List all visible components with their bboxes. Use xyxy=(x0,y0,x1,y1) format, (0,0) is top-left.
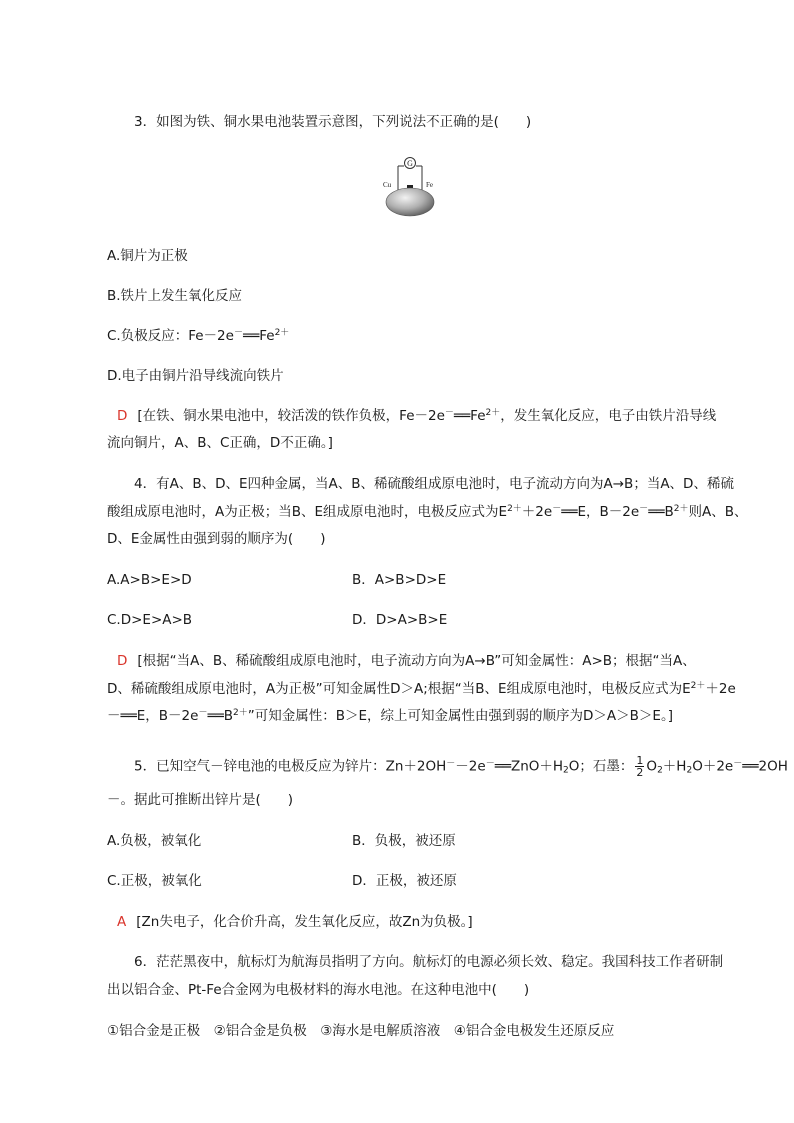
q3-option-a: A.铜片为正极 xyxy=(107,248,188,264)
q5-stem-line1: 5．已知空气－锌电池的电极反应为锌片：$Zn+2OH^--2e^-══ZnO+H_2O$；石墨： $\frac{1}{2}$ $O_2+H_2O+2e^-══2OH$ xyxy=(134,754,788,779)
q3-explanation-line1: D [在铁、铜水果电池中，较活泼的铁作负极，$Fe-2e^-══Fe^{2+}$，发生氧化反应，电子由铁片沿导线 xyxy=(117,408,717,424)
cu-label: Cu xyxy=(383,181,392,189)
galvanometer-label: G xyxy=(407,159,413,168)
q3-option-c: C.负极反应：$Fe-2e^-══Fe^{2+}$ xyxy=(107,328,290,344)
q4-option-a: A.A>B>E>D xyxy=(107,572,192,588)
q5-option-b: B．负极，被还原 xyxy=(352,833,456,849)
q4-stem-line1: 4．有A、B、D、E四种金属，当A、B、稀硫酸组成原电池时，电子流动方向为A→B；当A、D、稀硫 xyxy=(134,476,734,492)
q4-answer: D xyxy=(117,653,128,669)
fruit-battery-figure xyxy=(380,152,440,218)
q3-answer: D xyxy=(117,408,128,424)
q4-option-b: B．A>B>D>E xyxy=(352,572,447,588)
q5-option-d: D．正极，被还原 xyxy=(352,873,457,889)
q6-stem-line2: 出以铝合金、Pt-Fe合金网为电极材料的海水电池。在这种电池中( ) xyxy=(107,982,530,998)
fruit-shape xyxy=(386,188,434,216)
q4-explanation-line1: D [根据“当A、B、稀硫酸组成原电池时，电子流动方向为A→B”可知金属性：A>B；根据“当A、 xyxy=(117,653,696,669)
q5-option-a: A.负极，被氧化 xyxy=(107,833,202,849)
q5-option-c: C.正极，被氧化 xyxy=(107,873,202,889)
q4-option-d: D．D>A>B>E xyxy=(352,612,448,628)
q3-option-d: D.电子由铜片沿导线流向铁片 xyxy=(107,368,284,384)
q3-option-b: B.铁片上发生氧化反应 xyxy=(107,288,243,304)
fe-label: Fe xyxy=(426,181,433,189)
q3-explanation-line2: 流向铜片，A、B、C正确，D不正确。] xyxy=(107,435,333,451)
q4-stem-line2: 酸组成原电池时，A为正极；当B、E组成原电池时，电极反应式为$E^{2+}+2e^-══E$，$B-2e^-══B^{2+}$则A、B、 xyxy=(107,504,748,520)
q6-statements: ①铝合金是正极 ②铝合金是负极 ③海水是电解质溶液 ④铝合金电极发生还原反应 xyxy=(107,1023,615,1039)
q4-stem-line3: D、E金属性由强到弱的顺序为( ) xyxy=(107,531,326,547)
q5-explanation: A [Zn失电子，化合价升高，发生氧化反应，故Zn为负极。] xyxy=(117,914,473,930)
q5-stem-line2: －。据此可推断出锌片是( ) xyxy=(107,792,294,808)
q4-option-c: C.D>E>A>B xyxy=(107,612,193,628)
q4-explanation-line2: D、稀硫酸组成原电池时，A为正极”可知金属性D＞A;根据“当B、E组成原电池时，电极反应式为$E^{2+}+2e$ xyxy=(107,681,736,697)
q3-stem: 3．如图为铁、铜水果电池装置示意图，下列说法不正确的是( ) xyxy=(134,114,532,130)
q4-explanation-line3: －══E，$B-2e^-══B^{2+}$”可知金属性：B＞E，综上可知金属性由强到弱的顺序为D＞A＞B＞E。] xyxy=(107,708,673,724)
fraction-one-half: $\frac{1}{2}$ xyxy=(636,754,644,779)
q5-answer: A xyxy=(117,914,127,930)
q6-stem-line1: 6．茫茫黑夜中，航标灯为航海员指明了方向。航标灯的电源必须长效、稳定。我国科技工作者研制 xyxy=(134,954,724,970)
